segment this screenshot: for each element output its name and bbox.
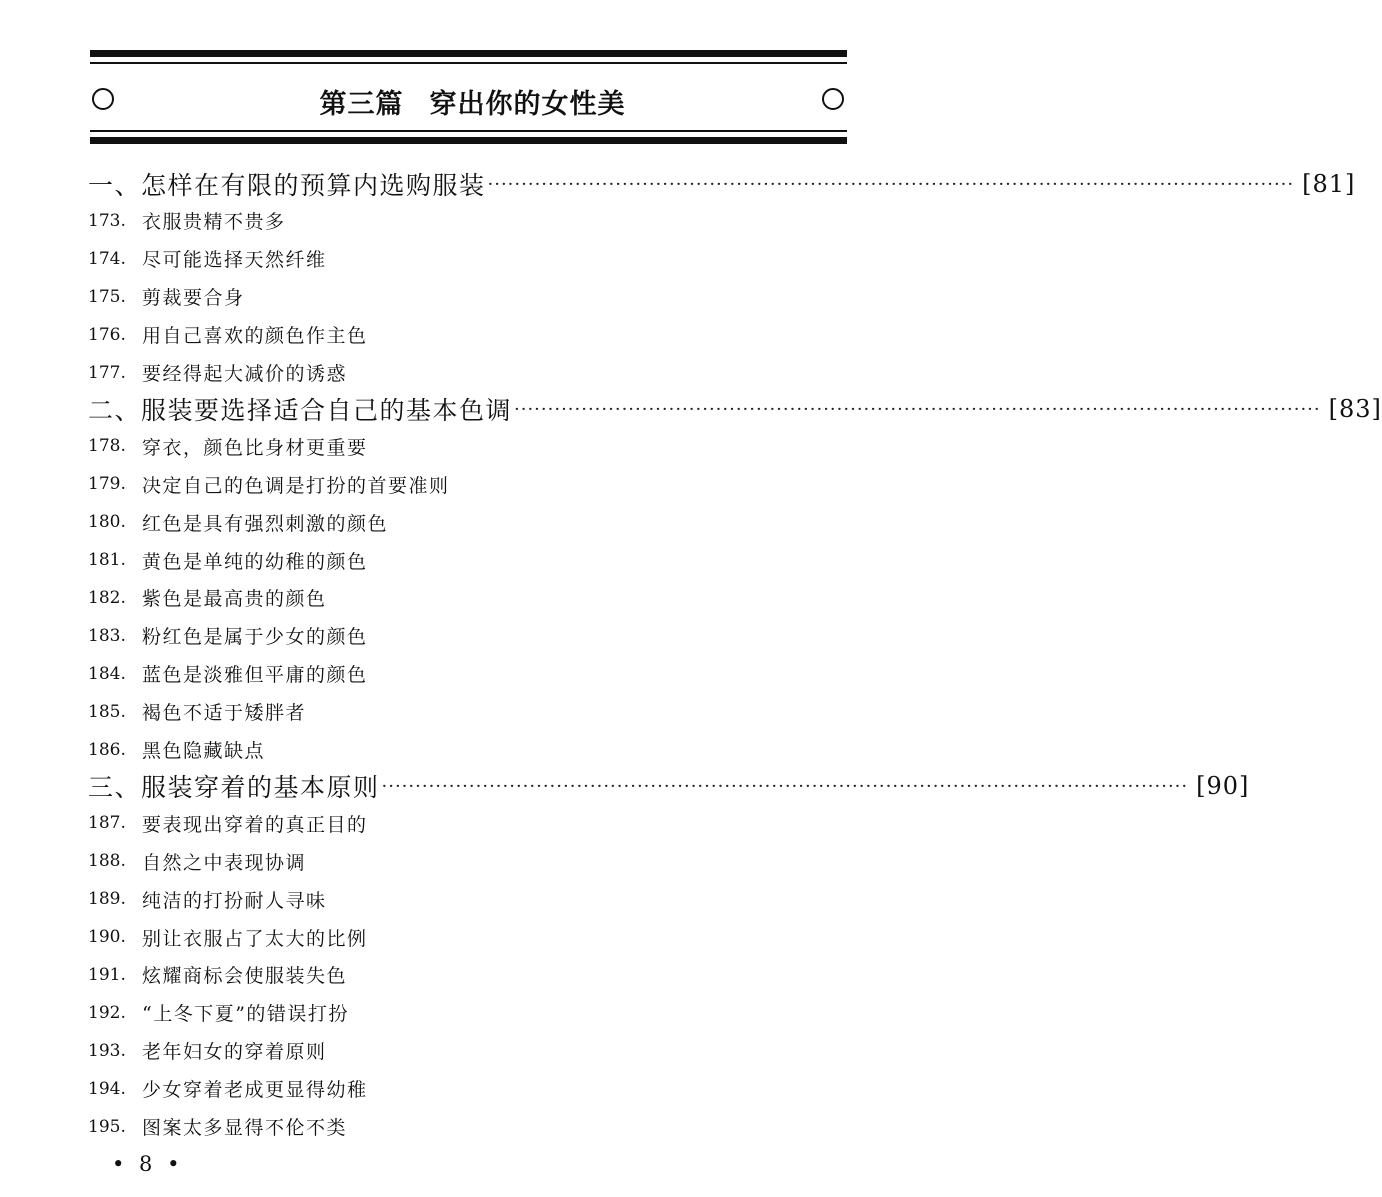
item-title: 纯洁的打扮耐人寻味 [142,889,327,912]
item-number: 185. [88,701,126,722]
item-number: 177. [88,362,126,383]
toc-item[interactable] [88,956,848,994]
item-title: 图案太多显得不伦不类 [142,1117,348,1140]
page-number: • 8 • [112,1152,184,1176]
item-title: “上冬下夏”的错误打扮 [142,1003,349,1026]
item-number: 194. [88,1078,126,1099]
item-title: 剪裁要合身 [142,287,245,310]
item-number: 176. [88,324,126,345]
item-title: 决定自己的色调是打扮的首要准则 [142,474,450,497]
item-title: 少女穿着老成更显得幼稚 [142,1079,368,1102]
table-of-contents [88,166,1382,1145]
section-title: 三、服装穿着的基本原则 [88,773,380,803]
item-title: 炫耀商标会使服装失色 [142,965,348,988]
toc-section-heading[interactable] [88,391,1382,427]
toc-item[interactable] [88,278,848,316]
item-title: 衣服贵精不贵多 [142,211,286,234]
dot-leader: ························································································································ [487,173,1295,195]
item-title: 褐色不适于矮胖者 [142,702,307,725]
toc-item[interactable] [88,202,848,240]
item-title: 要经得起大减价的诱惑 [142,363,348,385]
toc-item[interactable] [88,880,848,918]
item-title: 尽可能选择天然纤维 [142,249,327,272]
item-title: 紫色是最高贵的颜色 [142,588,327,611]
header-top-rule-thick [90,50,847,57]
item-number: 187. [88,813,126,834]
item-number: 193. [88,1040,126,1061]
item-number: 186. [88,739,126,760]
item-title: 红色是具有强烈刺激的颜色 [142,512,389,535]
item-number: 173. [88,210,126,231]
item-title: 老年妇女的穿着原则 [142,1041,327,1064]
item-number: 180. [88,512,126,533]
item-number: 190. [88,927,126,948]
item-number: 191. [88,964,126,985]
item-title: 别让衣服占了太大的比例 [142,927,368,950]
toc-item[interactable] [88,994,848,1032]
toc-item[interactable] [88,1070,848,1108]
item-number: 179. [88,474,126,495]
item-title: 要表现出穿着的真正目的 [142,813,368,836]
toc-item[interactable] [88,1108,848,1146]
toc-item[interactable] [88,316,848,354]
section-page-ref: [90] [1196,772,1250,801]
item-number: 175. [88,286,126,307]
toc-item[interactable] [88,465,848,503]
toc-item[interactable] [88,427,848,465]
toc-item[interactable] [88,240,848,278]
item-number: 182. [88,587,126,608]
dot-leader: ························································································································ [381,775,1189,797]
header-bottom-rule-thin [90,130,847,132]
toc-item[interactable] [88,579,848,617]
item-number: 174. [88,248,126,269]
item-title: 蓝色是淡雅但平庸的颜色 [142,664,368,687]
section-title: 一、怎样在有限的预算内选购服装 [88,171,486,200]
item-title: 黑色隐藏缺点 [142,740,266,763]
toc-item[interactable] [88,503,848,541]
section-page-ref: [81] [1302,170,1356,198]
part-heading [0,82,945,121]
toc-item[interactable] [88,541,848,579]
toc-section-heading[interactable] [88,166,1356,202]
toc-item[interactable] [88,693,848,731]
header-bottom-rule-thick [90,137,847,144]
item-number: 189. [88,889,126,910]
item-number: 195. [88,1116,126,1137]
toc-section-heading[interactable] [88,768,1250,804]
item-title: 用自己喜欢的颜色作主色 [142,325,368,348]
toc-item[interactable] [88,804,848,842]
item-title: 自然之中表现协调 [142,851,307,874]
toc-item[interactable] [88,918,848,956]
section-title: 二、服装要选择适合自己的基本色调 [88,396,513,426]
item-number: 183. [88,625,126,646]
item-title: 黄色是单纯的幼稚的颜色 [142,550,368,573]
section-page-ref: [83] [1328,395,1382,424]
item-title: 粉红色是属于少女的颜色 [142,626,368,649]
header-top-rule-thin [90,62,847,64]
toc-item[interactable] [88,655,848,693]
item-number: 188. [88,851,126,872]
item-number: 192. [88,1002,126,1023]
toc-item[interactable] [88,842,848,880]
item-number: 184. [88,663,126,684]
toc-item[interactable] [88,731,848,769]
dot-leader: ························································································································ [514,398,1321,420]
item-number: 181. [88,550,126,571]
part-label: 第三篇 [319,89,404,120]
toc-item[interactable] [88,1032,848,1070]
part-title: 穿出你的女性美 [429,89,626,120]
item-title: 穿衣，颜色比身材更重要 [142,436,368,459]
item-number: 178. [88,436,126,457]
toc-item[interactable] [88,617,848,655]
toc-item[interactable] [88,354,848,392]
